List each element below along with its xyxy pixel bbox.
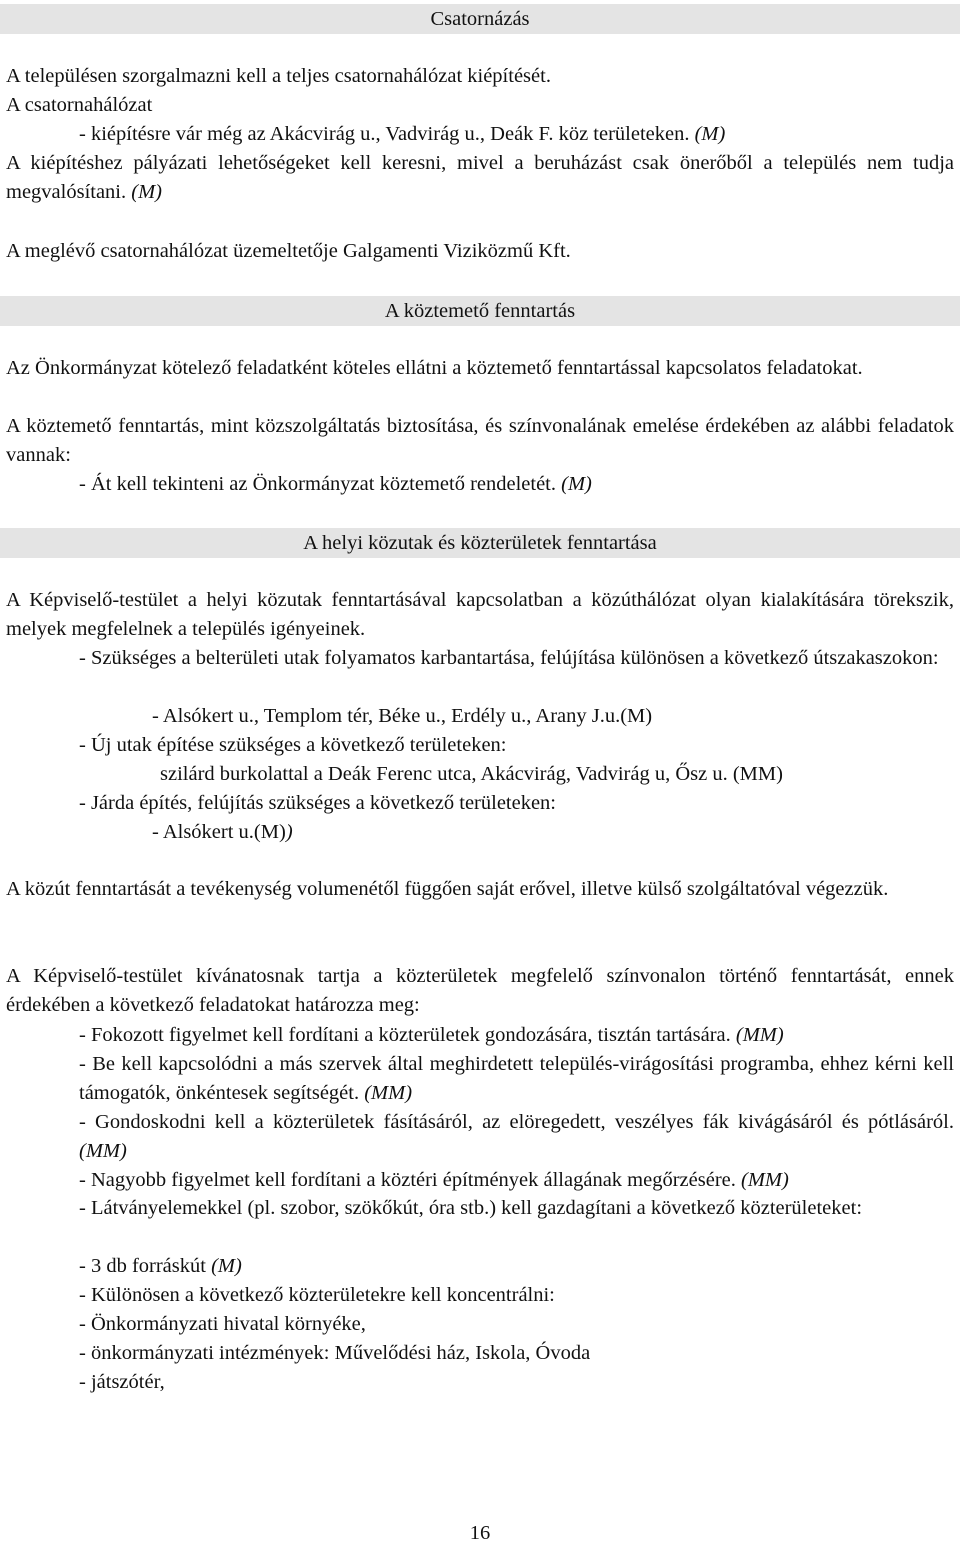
list-item: - játszótér,: [79, 1371, 165, 1393]
priority-tag: (MM): [735, 1024, 784, 1046]
list-item: - Alsókert u., Templom tér, Béke u., Erdély u., Arany J.u.(M): [152, 705, 653, 727]
priority-tag: (M): [131, 181, 162, 203]
priority-tag: (MM): [364, 1082, 413, 1104]
list-item: - Szükséges a belterületi utak folyamatos karbantartása, felújítása különösen a következő útszakaszokon:: [79, 647, 939, 669]
paragraph: A Képviselő-testület kívánatosnak tartja a közterületek megfelelő színvonalon történő fenntartását, ennek érdekében a következő feladatokat határozza meg:: [6, 965, 954, 1016]
section-heading-koztemeto: A köztemető fenntartás: [0, 296, 960, 326]
paragraph: A csatornahálózat: [6, 94, 153, 116]
list-item: - Fokozott figyelmet kell fordítani a közterületek gondozására, tisztán tartására. (MM): [79, 1024, 784, 1046]
paragraph: A településen szorgalmazni kell a teljes csatornahálózat kiépítését.: [6, 65, 551, 87]
list-item: - Át kell tekinteni az Önkormányzat köztemető rendeletét. (M): [79, 473, 592, 495]
paragraph: A meglévő csatornahálózat üzemeltetője Galgamenti Viziközmű Kft.: [6, 240, 571, 262]
section-heading-csatornazas: Csatornázás: [0, 4, 960, 34]
list-item: - Gondoskodni kell a közterületek fásításáról, az elöregedett, veszélyes fák kivágásáról és pótlásáról. (MM): [79, 1111, 954, 1162]
section-heading-kozutak: A helyi közutak és közterületek fenntartása: [0, 528, 960, 558]
list-item: - Alsókert u.(M)): [152, 821, 293, 843]
paragraph: Az Önkormányzat kötelező feladatként köteles ellátni a köztemető fenntartással kapcsolatos feladatokat.: [6, 357, 863, 379]
priority-tag: ): [285, 821, 293, 843]
list-item: - Új utak építése szükséges a következő területeken:: [79, 734, 507, 756]
list-item: - Járda építés, felújítás szükséges a következő területeken:: [79, 792, 557, 814]
paragraph: A köztemető fenntartás, mint közszolgáltatás biztosítása, és színvonalának emelése érdekében az alábbi feladatok vannak:: [6, 415, 954, 466]
list-item: - Be kell kapcsolódni a más szervek által meghirdetett település-virágosítási programba, ehhez kérni kell támogatók, önkéntesek segítségét. (MM): [79, 1053, 954, 1104]
list-item: - Látványelemekkel (pl. szobor, szökőkút, óra stb.) kell gazdagítani a következő közterületeket:: [79, 1197, 863, 1219]
list-item: - 3 db forráskút (M): [79, 1255, 242, 1277]
list-item: - önkormányzati intézmények: Művelődési ház, Iskola, Óvoda: [79, 1342, 591, 1364]
priority-tag: (MM): [79, 1140, 127, 1162]
list-item: - Különösen a következő közterületekre kell koncentrálni:: [79, 1284, 555, 1306]
priority-tag: (M): [211, 1255, 242, 1277]
list-item: szilárd burkolattal a Deák Ferenc utca, Akácvirág, Vadvirág u, Ősz u. (MM): [160, 763, 783, 785]
priority-tag: (MM): [741, 1169, 789, 1191]
paragraph: A kiépítéshez pályázati lehetőségeket kell keresni, mivel a beruházást csak önerőből a település nem tudja megvalósítani. (M): [6, 152, 954, 203]
list-item: - kiépítésre vár még az Akácvirág u., Vadvirág u., Deák F. köz területeken. (M): [79, 123, 726, 145]
paragraph: A Képviselő-testület a helyi közutak fenntartásával kapcsolatban a közúthálózat olyan kialakítására törekszik, melyek megfelelnek a település igényeinek.: [6, 589, 954, 640]
paragraph: A közút fenntartását a tevékenység volumenétől függően saját erővel, illetve külső szolgáltatóval végezzük.: [6, 878, 889, 900]
list-item: - Nagyobb figyelmet kell fordítani a köztéri építmények állagának megőrzésére. (MM): [79, 1169, 789, 1191]
priority-tag: (M): [561, 473, 592, 495]
priority-tag: (M): [694, 123, 726, 145]
list-item: - Önkormányzati hivatal környéke,: [79, 1313, 366, 1335]
page-number: 16: [469, 1522, 491, 1544]
